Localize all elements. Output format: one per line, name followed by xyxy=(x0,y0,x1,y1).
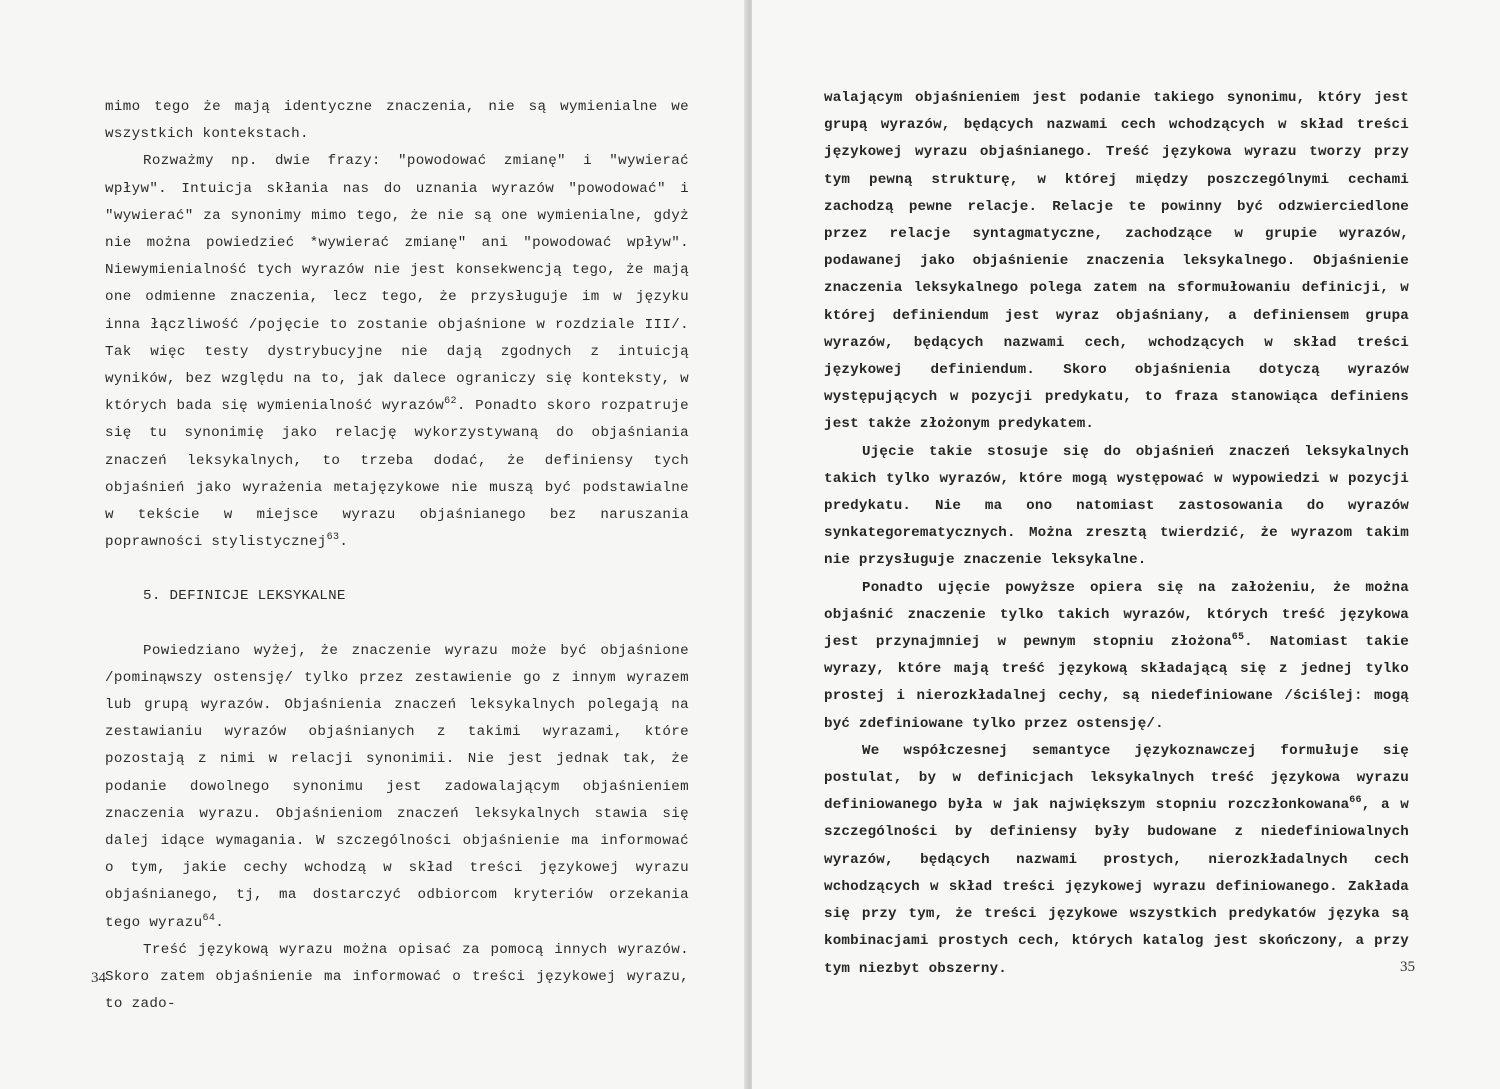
paragraph-text: . Ponadto skoro rozpatruje się tu synonimię jako relację wykorzystywaną do objaśniania znaczeń leksykalnych, to trzeba dodać, że definiensy tych objaśnień jako wyrażenia metajęzykowe nie muszą być podstawialne w tekście w miejsce wyrazu objaśnianego bez naruszania poprawności stylistycznej xyxy=(105,398,690,551)
paragraph xyxy=(105,638,689,937)
footnote-ref-64: 64 xyxy=(202,912,216,924)
paragraph-text: Powiedziano wyżej, że znaczenie wyrazu może być objaśnione /pominąwszy ostensję/ tylko przez zestawienie go z innym wyrazem lub grupą wyrazów. Objaśnienia znaczeń leksykalnych polegają na zestawianiu wyrazów objaśnianych z takimi wyrazami, które pozostają z nimi w relacji synonimii. Nie jest jednak tak, że podanie dowolnego synonimu jest zadowalającym objaśnieniem znaczenia wyrazu. Objaśnieniom znaczeń leksykalnych stawia się dalej idące wymagania. W szczególności objaśnienie ma informować o tym, jakie cechy wchodzą w skład treści językowej wyrazu objaśnianego, tj, ma dostarczyć odbiorcom kryteriów orzekania tego wyrazu xyxy=(105,642,689,931)
page-number: 35 xyxy=(1400,959,1415,975)
page-number: 34 xyxy=(91,970,106,986)
paragraph-text: , a w szczególności by definiensy były budowane z niedefiniowalnych wyrazów, będących nazwami prostych, nierozkładalnych cech wchodzących w skład treści językowej wyrazu definiowanego. Zakłada się przy tym, że treści językowe wszystkich predykatów języka są kombinacjami prostych cech, których katalog jest skończony, a przy tym niezbyt obszerny. xyxy=(824,797,1409,977)
paragraph xyxy=(105,148,689,556)
footnote-ref-65: 65 xyxy=(1231,632,1245,644)
paragraph-text: Rozważmy np. dwie frazy: "powodować zmianę" i "wywierać wpływ". Intuicja skłania nas do uznania wyrazów "powodować" i "wywierać" za synonimy mimo tego, że nie są one wymienialne, gdyż nie można powiedzieć *wywierać zmianę" ani "powodować wpływ". Niewymienialność tych wyrazów nie jest konsekwencją tego, że mają one odmienne znaczenia, lecz tego, że przysługuje im w języku inna łączliwość /pojęcie to zostanie objaśnione w rozdziale III/. Tak więc testy dystrybucyjne nie dają zgodnych z intuicją wyników, bez względu na to, jak dalece ograniczy się konteksty, w których bada się wymienialność wyrazów xyxy=(105,153,689,415)
section-heading: 5. DEFINICJE LEKSYKALNE xyxy=(143,588,346,605)
left-page-body xyxy=(105,94,689,1019)
paragraph xyxy=(824,738,1409,983)
paragraph: Treść językową wyrazu można opisać za pomocą innych wyrazów. Skoro zatem objaśnienie ma informować o treści językowej wyrazu, to zado- xyxy=(105,941,689,1013)
paragraph: mimo tego że mają identyczne znaczenia, nie są wymienialne we wszystkich kontekstach. xyxy=(105,99,689,143)
paragraph: walającym objaśnieniem jest podanie takiego synonimu, który jest grupą wyrazów, będących nazwami cech wchodzących w skład treści językowej wyrazu objaśnianego. Treść językowa wyrazu tworzy przy tym pewną strukturę, w której między poszczególnymi cechami zachodzą pewne relacje. Relacje te powinny być odzwierciedlone przez relacje syntagmatyczne, zachodzące w grupie wyrazów, podawanej jako objaśnienie znaczenia leksykalnego. Objaśnienie znaczenia leksykalnego polega zatem na sformułowaniu definicji, w której definiendum jest wyraz objaśniany, a definiensem grupa wyrazów, będących nazwami cech, wchodzących w skład treści językowej definiendum. Skoro objaśnienia dotyczą wyrazów występujących w pozycji predykatu, to fraza stanowiąca definiens jest także złożonym predykatem. xyxy=(824,90,1409,433)
paragraph xyxy=(824,575,1409,738)
footnote-ref-62: 62 xyxy=(444,396,457,408)
paragraph-text: . Natomiast takie wyrazy, które mają treść językową składającą się z jednej tylko prostej i nierozkładalnej cechy, są niedefiniowane /ściślej: mogą być zdefiniowane tylko przez ostensję/. xyxy=(824,634,1409,732)
paragraph-text: We współczesnej semantyce językoznawczej formułuje się postulat, by w definicjach leksykalnych treść językowa wyrazu definiowanego była w jak największym stopniu rozczłonkowana xyxy=(824,742,1409,814)
paragraph-text: Ponadto ujęcie powyższe opiera się na założeniu, że można objaśnić znaczenie tylko takich wyrazów, których treść językowa jest przynajmniej w pewnym stopniu złożona xyxy=(824,579,1409,651)
left-page xyxy=(0,0,748,1089)
paragraph-text: . xyxy=(215,914,225,931)
right-page xyxy=(752,0,1500,1089)
footnote-ref-63: 63 xyxy=(326,532,340,544)
footnote-ref-66: 66 xyxy=(1349,795,1362,807)
right-page-body xyxy=(824,85,1409,983)
paragraph: Ujęcie takie stosuje się do objaśnień znaczeń leksykalnych takich tylko wyrazów, które mogą występować w wypowiedzi w pozycji predykatu. Nie ma ono natomiast zastosowania do wyrazów synkategorematycznych. Można zresztą twierdzić, że wyrazom takim nie przysługuje znaczenie leksykalne. xyxy=(824,443,1409,569)
paragraph-text: . xyxy=(339,534,349,551)
